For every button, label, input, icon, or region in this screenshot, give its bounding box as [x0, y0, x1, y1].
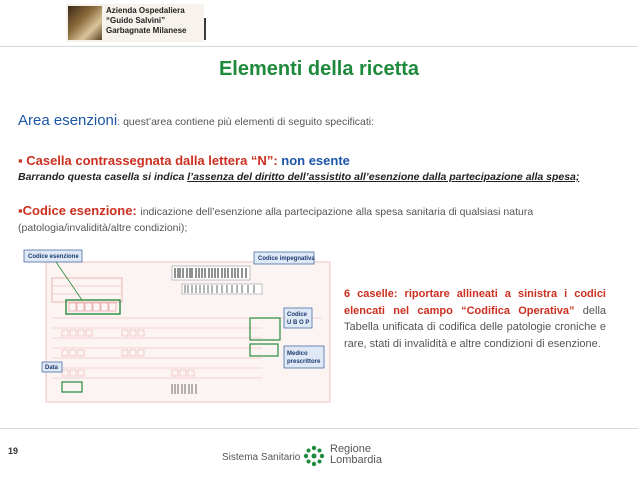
regione-label: Regione	[330, 443, 371, 455]
logo-line-2: “Guido Salvini”	[106, 16, 166, 25]
hospital-logo-image	[68, 6, 102, 40]
callout-text	[344, 286, 606, 352]
item-codice-esenzione-label: Codice esenzione	[22, 203, 133, 218]
label-codice-impegnativa: Codice impegnativa	[258, 256, 315, 262]
hospital-logo-text	[106, 6, 186, 36]
label-codice-ubop-2: U B O P	[287, 320, 310, 326]
section-heading	[18, 112, 374, 129]
label-codice-ubop-1: Codice	[287, 312, 308, 318]
item-casella-n-label: Casella contrassegnata dalla lettera “N”:	[22, 153, 282, 168]
callout-rest: della Tabella unificata di codifica delle patologie croniche e rare, stati di invalidità e altre condizioni di esenzione.	[344, 304, 606, 350]
label-data: Data	[45, 365, 59, 371]
callout-red: 6 caselle: riportare allineati a sinistra i codici elencati nel campo “Codifica Operativa”	[344, 288, 606, 317]
logo-line-3: Garbagnate Milanese	[106, 26, 187, 35]
logo-line-1: Azienda Ospedaliera	[106, 6, 185, 15]
logo-divider	[204, 18, 206, 40]
item-casella-n-description	[18, 171, 618, 184]
label-codice-esenzione: Codice esenzione	[28, 254, 79, 260]
item-codice-esenzione-colon: :	[132, 203, 141, 218]
section-heading-label: Area esenzioni	[18, 112, 118, 129]
page-number: 19	[8, 446, 19, 456]
prescription-form-image	[22, 248, 334, 416]
lombardia-label: Lombardia	[330, 454, 382, 466]
bullet-icon: ▪	[18, 153, 23, 168]
item-codice-esenzione-text: indicazione dell’esenzione alla partecipazione alla spesa sanitaria di qualsiasi natura (patologia/invalidità/altre condizioni);	[18, 206, 534, 234]
header-rule	[0, 46, 638, 47]
description-lead: Barrando questa casella si indica	[18, 171, 188, 183]
regione-lombardia-text	[330, 444, 382, 466]
barcode-middle	[182, 284, 262, 294]
label-medico-2: prescrittore	[287, 359, 321, 365]
barcode-top	[172, 266, 250, 280]
label-medico-1: Medico	[287, 351, 308, 357]
section-heading-rest: : quest’area contiene più elementi di seguito specificati:	[117, 116, 375, 128]
bullet-icon: ▪	[18, 203, 23, 218]
description-underlined: l’assenza del diritto dell’assistito all’esenzione dalla partecipazione alla spesa;	[187, 171, 580, 183]
item-casella-n	[18, 153, 350, 168]
sistema-sanitario-text: Sistema Sanitario	[222, 452, 301, 463]
footer-rule	[0, 428, 638, 429]
item-codice-esenzione	[18, 203, 618, 236]
regione-lombardia-logo-icon	[302, 444, 326, 468]
item-casella-n-tag: non esente	[281, 153, 350, 168]
slide-title: Elementi della ricetta	[218, 58, 420, 80]
